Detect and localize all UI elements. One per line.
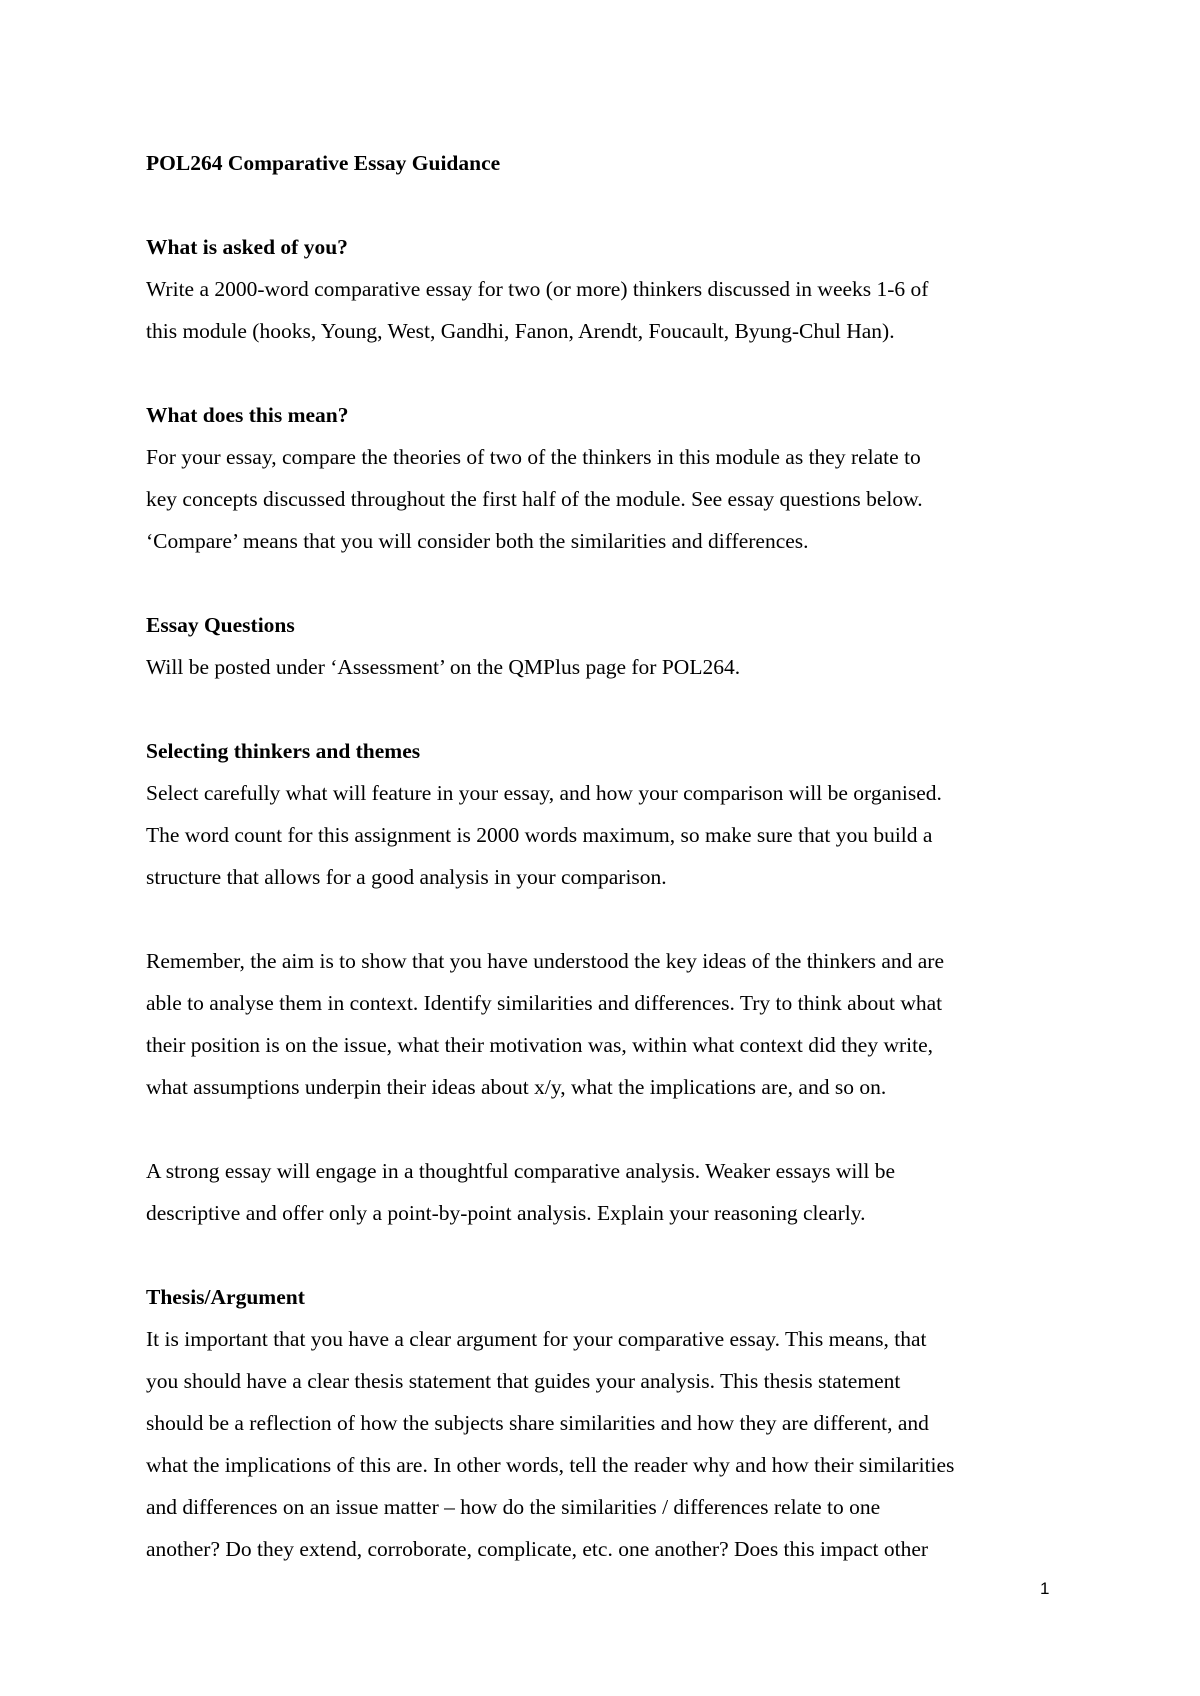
text-line: you should have a clear thesis statement that guides your analysis. This thesis statement [146, 1369, 901, 1393]
text-line: should be a reflection of how the subjects share similarities and how they are different, and [146, 1411, 929, 1435]
text-line: Will be posted under ‘Assessment’ on the QMPlus page for POL264. [146, 655, 741, 679]
spacer [146, 184, 1086, 226]
document-body [146, 142, 1086, 1570]
spacer [146, 562, 1086, 604]
document-title: POL264 Comparative Essay Guidance [146, 151, 501, 175]
text-line: structure that allows for a good analysis in your comparison. [146, 865, 667, 889]
spacer [146, 1108, 1086, 1150]
text-line: this module (hooks, Young, West, Gandhi, Fanon, Arendt, Foucault, Byung-Chul Han). [146, 319, 895, 343]
text-line: and differences on an issue matter – how do the similarities / differences relate to one [146, 1495, 881, 1519]
text-line: what assumptions underpin their ideas about x/y, what the implications are, and so on. [146, 1075, 887, 1099]
text-line: Remember, the aim is to show that you have understood the key ideas of the thinkers and are [146, 949, 945, 973]
text-line: It is important that you have a clear argument for your comparative essay. This means, that [146, 1327, 927, 1351]
text-line: For your essay, compare the theories of two of the thinkers in this module as they relate to [146, 445, 921, 469]
text-line: Select carefully what will feature in your essay, and how your comparison will be organised. [146, 781, 942, 805]
text-line: The word count for this assignment is 2000 words maximum, so make sure that you build a [146, 823, 933, 847]
section-heading-questions: Essay Questions [146, 613, 295, 637]
spacer [146, 352, 1086, 394]
text-line: ‘Compare’ means that you will consider both the similarities and differences. [146, 529, 809, 553]
spacer [146, 1234, 1086, 1276]
text-line: what the implications of this are. In other words, tell the reader why and how their similarities [146, 1453, 955, 1477]
text-line: another? Do they extend, corroborate, complicate, etc. one another? Does this impact other [146, 1537, 929, 1561]
section-heading-thesis: Thesis/Argument [146, 1285, 305, 1309]
page-number: 1 [1040, 1579, 1050, 1598]
text-line: able to analyse them in context. Identify similarities and differences. Try to think about what [146, 991, 943, 1015]
section-heading-asked: What is asked of you? [146, 235, 348, 259]
text-line: A strong essay will engage in a thoughtful comparative analysis. Weaker essays will be [146, 1159, 895, 1183]
spacer [146, 688, 1086, 730]
text-line: descriptive and offer only a point-by-point analysis. Explain your reasoning clearly. [146, 1201, 866, 1225]
text-line: their position is on the issue, what their motivation was, within what context did they write, [146, 1033, 934, 1057]
section-heading-meaning: What does this mean? [146, 403, 349, 427]
spacer [146, 898, 1086, 940]
text-line: Write a 2000-word comparative essay for two (or more) thinkers discussed in weeks 1-6 of [146, 277, 929, 301]
section-heading-selecting: Selecting thinkers and themes [146, 739, 421, 763]
text-line: key concepts discussed throughout the first half of the module. See essay questions below. [146, 487, 923, 511]
